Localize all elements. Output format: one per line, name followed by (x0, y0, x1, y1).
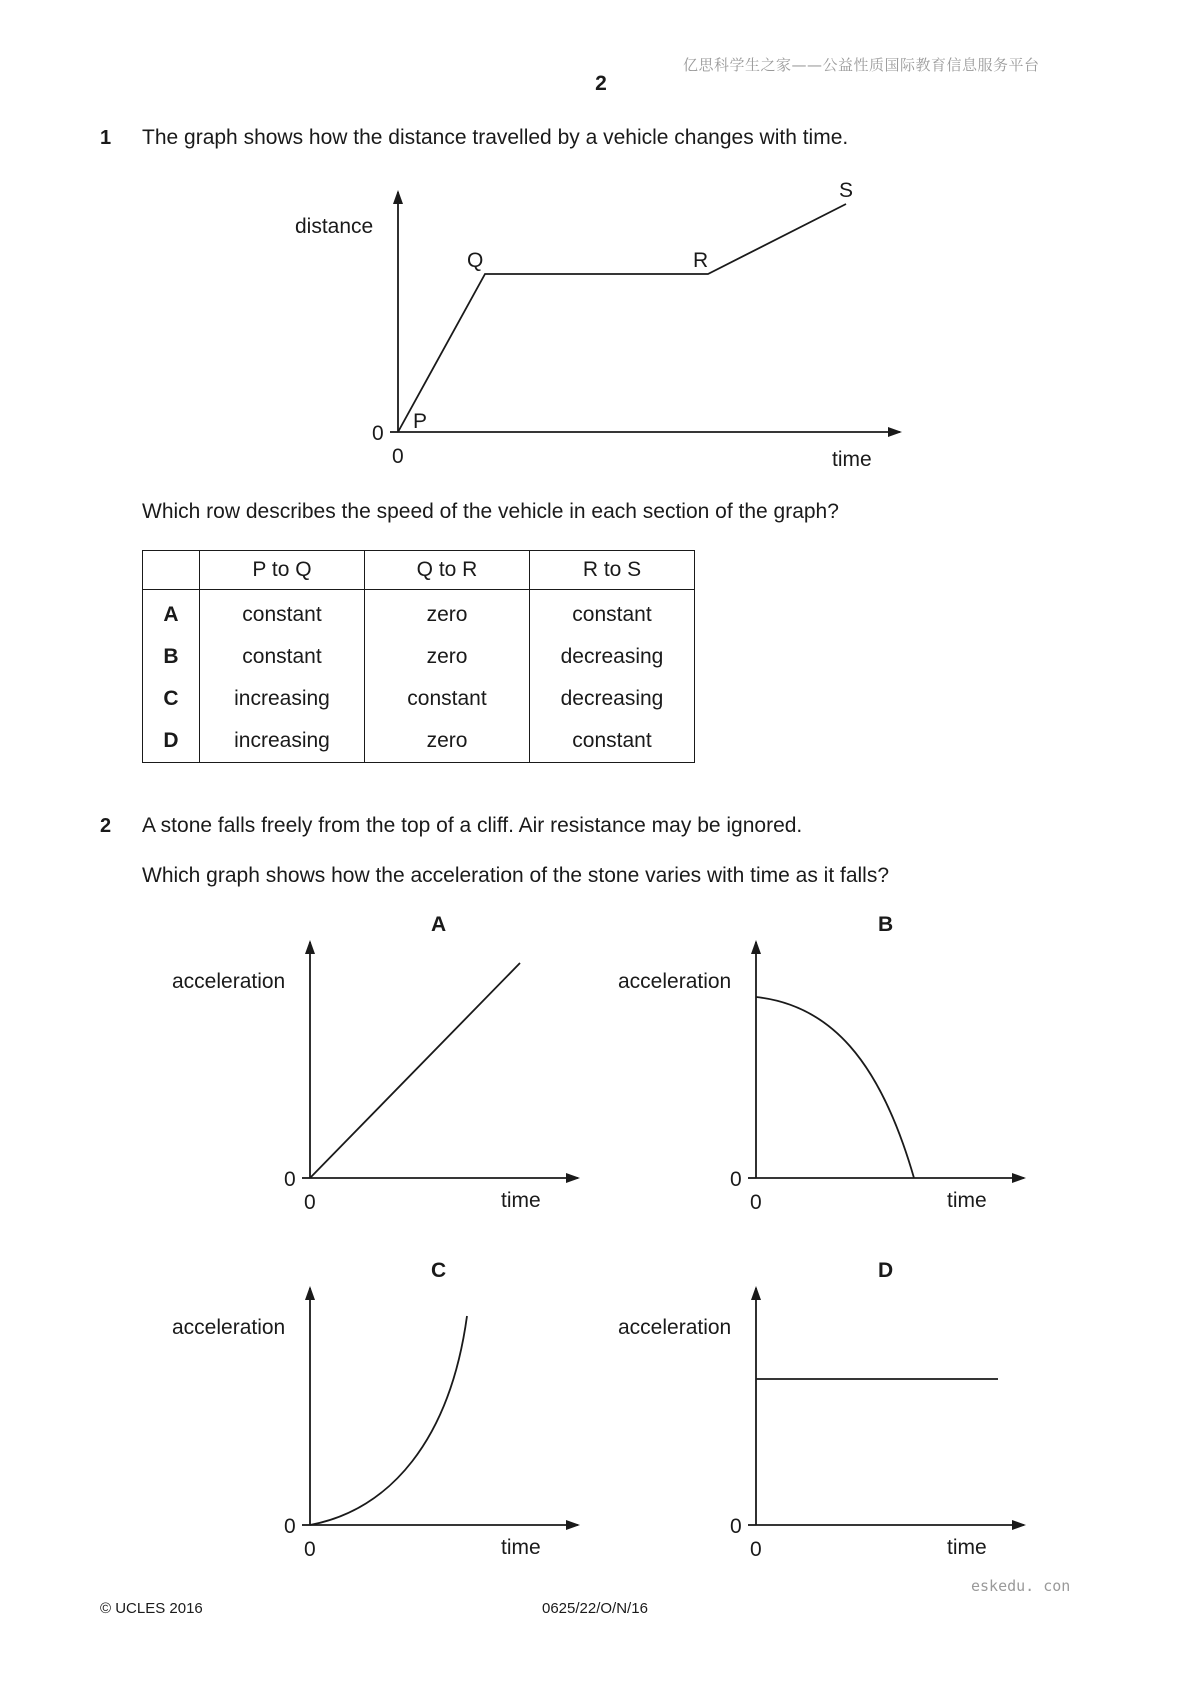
cell-p-to-q: constant (200, 590, 365, 637)
header-watermark: 亿思科学生之家——公益性质国际教育信息服务平台 (683, 56, 1040, 74)
cell-p-to-q: increasing (200, 678, 365, 720)
graph-d-title: D (878, 1259, 894, 1282)
cell-q-to-r: zero (365, 636, 530, 678)
footer-paper-code: 0625/22/O/N/16 (542, 1600, 648, 1617)
graph-a-origin-y: 0 (284, 1168, 296, 1191)
footer-copyright: © UCLES 2016 (100, 1600, 203, 1617)
question-2-prompt: Which graph shows how the acceleration of the stone varies with time as it falls? (142, 864, 890, 887)
graph-d-xlabel: time (947, 1536, 987, 1559)
answer-table (142, 550, 695, 763)
q1-distance-line (398, 204, 846, 432)
point-s-label: S (839, 179, 854, 202)
row-letter: A (143, 590, 200, 637)
graph-a-origin-x: 0 (304, 1191, 316, 1214)
q1-ylabel: distance (295, 215, 374, 238)
graph-a (172, 913, 578, 1214)
graph-a-ylabel: acceleration (172, 970, 286, 993)
graph-b-title: B (878, 913, 894, 936)
graph-b-xlabel: time (947, 1189, 987, 1212)
table-header-blank (143, 551, 200, 590)
q1-xlabel: time (832, 448, 872, 471)
question-2-text: A stone falls freely from the top of a cliff. Air resistance may be ignored. (142, 814, 803, 837)
table-row (143, 678, 695, 720)
table-header-q-to-r: Q to R (365, 551, 530, 590)
graph-d-origin-x: 0 (750, 1538, 762, 1561)
distance-time-graph (295, 179, 900, 471)
graph-b-curve (756, 997, 914, 1178)
graph-c-title: C (431, 1259, 447, 1282)
graph-d (618, 1259, 1024, 1561)
cell-q-to-r: zero (365, 720, 530, 763)
row-letter: C (143, 678, 200, 720)
cell-r-to-s: decreasing (530, 636, 695, 678)
graph-d-origin-y: 0 (730, 1515, 742, 1538)
footer-watermark: eskedu. con (971, 1577, 1071, 1595)
table-header-row (143, 551, 695, 590)
point-r-label: R (693, 249, 709, 272)
graph-b-origin-y: 0 (730, 1168, 742, 1191)
table-row (143, 636, 695, 678)
cell-p-to-q: constant (200, 636, 365, 678)
row-letter: B (143, 636, 200, 678)
page-number: 2 (595, 72, 607, 95)
point-q-label: Q (467, 249, 484, 272)
q1-origin-y: 0 (372, 422, 384, 445)
graph-a-curve (310, 963, 520, 1178)
question-1-number: 1 (100, 127, 112, 149)
graph-a-xlabel: time (501, 1189, 541, 1212)
question-1-text: The graph shows how the distance travelled by a vehicle changes with time. (142, 126, 849, 149)
table-header-r-to-s: R to S (530, 551, 695, 590)
graph-c-ylabel: acceleration (172, 1316, 286, 1339)
graph-b (618, 913, 1024, 1214)
graph-c-origin-x: 0 (304, 1538, 316, 1561)
table-header-p-to-q: P to Q (200, 551, 365, 590)
cell-p-to-q: increasing (200, 720, 365, 763)
point-p-label: P (413, 410, 428, 433)
graph-c (172, 1259, 578, 1561)
table-row (143, 590, 695, 637)
graph-d-ylabel: acceleration (618, 1316, 732, 1339)
question-2-number: 2 (100, 815, 112, 837)
cell-q-to-r: constant (365, 678, 530, 720)
graph-c-origin-y: 0 (284, 1515, 296, 1538)
cell-q-to-r: zero (365, 590, 530, 637)
cell-r-to-s: constant (530, 720, 695, 763)
cell-r-to-s: decreasing (530, 678, 695, 720)
cell-r-to-s: constant (530, 590, 695, 637)
graph-c-curve (310, 1316, 467, 1525)
graph-a-title: A (431, 913, 447, 936)
graph-c-xlabel: time (501, 1536, 541, 1559)
row-letter: D (143, 720, 200, 763)
question-1-prompt: Which row describes the speed of the vehicle in each section of the graph? (142, 500, 839, 523)
graph-b-ylabel: acceleration (618, 970, 732, 993)
table-row (143, 720, 695, 763)
q1-origin-x: 0 (392, 445, 404, 468)
graph-b-origin-x: 0 (750, 1191, 762, 1214)
